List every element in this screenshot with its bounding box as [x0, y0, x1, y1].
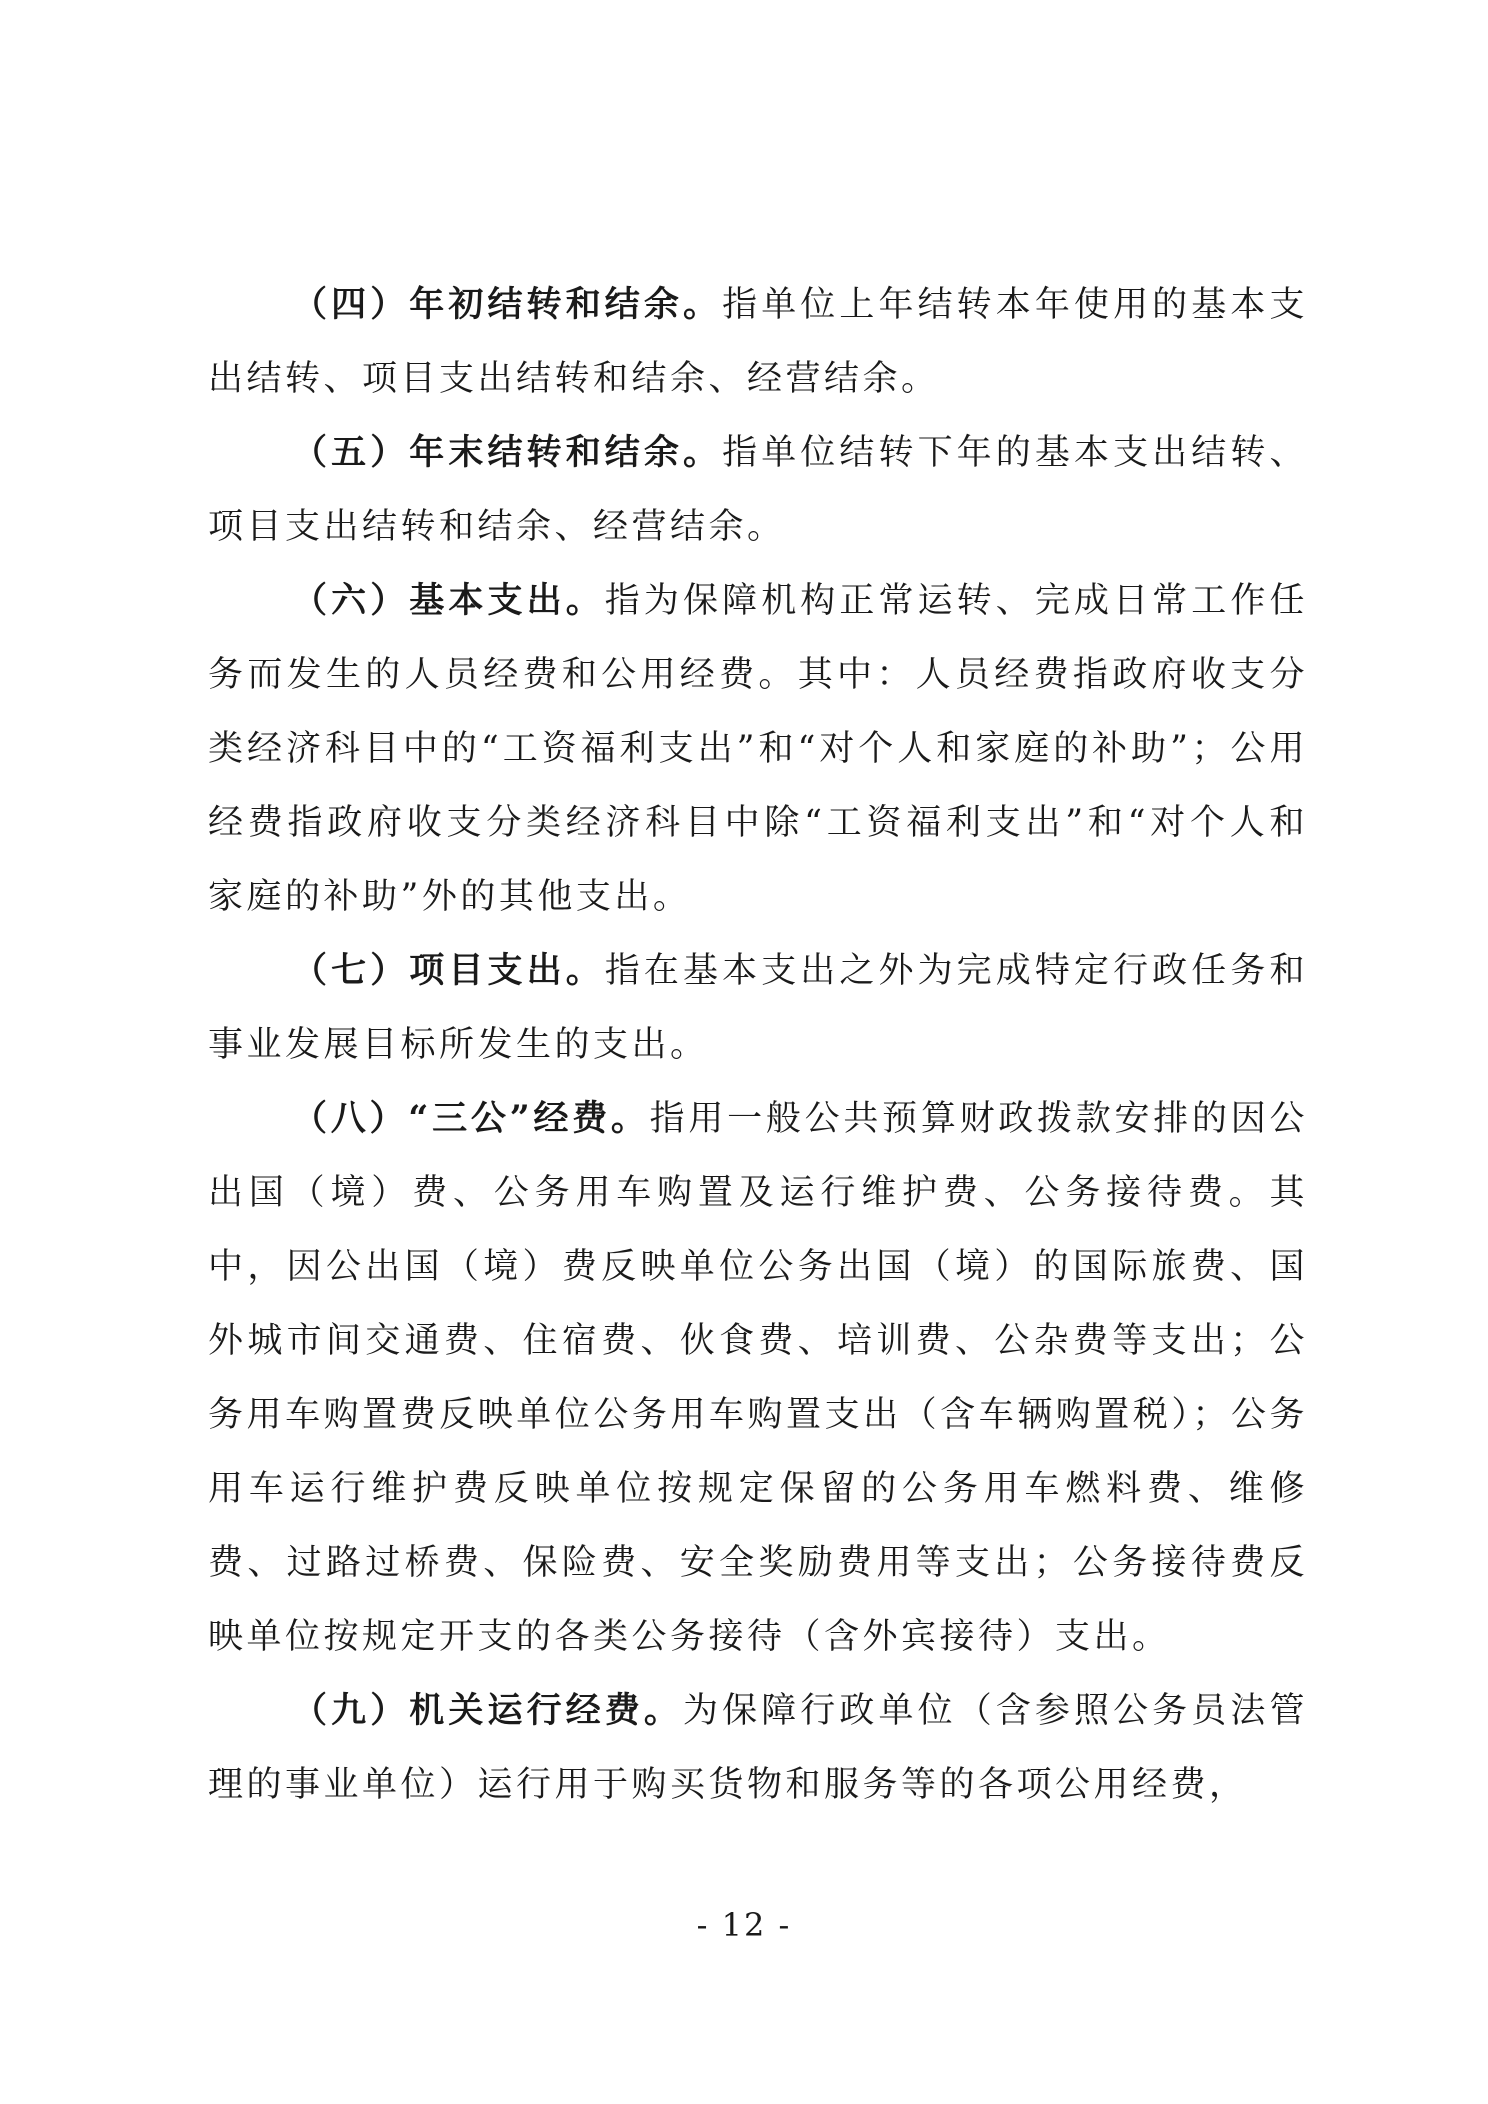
paragraph-three-public-expenses — [208, 1082, 1308, 1674]
paragraph-basic-expenditure — [208, 564, 1308, 934]
paragraph-year-end-carryover — [208, 416, 1308, 564]
paragraph-agency-operating-expenses — [208, 1674, 1308, 1822]
page-number: - 12 - — [696, 1906, 792, 1944]
paragraph-text: 指单位结转下年的基本支出结转、项目支出结转和结余、经营结余。 — [208, 433, 1308, 547]
paragraph-text: 指用一般公共预算财政拨款安排的因公出国（境）费、公务用车购置及运行维护费、公务接待费。其中，因公出国（境）费反映单位公务出国（境）的国际旅费、国外城市间交通费、住宿费、伙食费、培训费、公杂费等支出；公务用车购置费反映单位公务用车购置支出（含车辆购置税）；公务用车运行维护费反映单位按规定保留的公务用车燃料费、维修费、过路过桥费、保险费、安全奖励费用等支出；公务接待费反映单位按规定开支的各类公务接待（含外宾接待）支出。 — [208, 1099, 1308, 1657]
paragraph-text: 指为保障机构正常运转、完成日常工作任务而发生的人员经费和公用经费。其中：人员经费指政府收支分类经济科目中的“工资福利支出”和“对个人和家庭的补助”；公用经费指政府收支分类经济科目中除“工资福利支出”和“对个人和家庭的补助”外的其他支出。 — [208, 581, 1308, 917]
document-body — [208, 268, 1308, 1822]
paragraph-year-start-carryover — [208, 268, 1308, 416]
paragraph-heading: （九）机关运行经费。 — [292, 1690, 683, 1731]
paragraph-heading: （八）“三公”经费。 — [292, 1098, 650, 1139]
paragraph-heading: （六）基本支出。 — [292, 580, 605, 621]
paragraph-text: 指在基本支出之外为完成特定行政任务和事业发展目标所发生的支出。 — [208, 951, 1308, 1065]
paragraph-text: 指单位上年结转本年使用的基本支出结转、项目支出结转和结余、经营结余。 — [208, 285, 1308, 399]
paragraph-heading: （五）年末结转和结余。 — [292, 432, 723, 473]
paragraph-project-expenditure — [208, 934, 1308, 1082]
paragraph-heading: （七）项目支出。 — [292, 950, 605, 991]
paragraph-text: 为保障行政单位（含参照公务员法管理的事业单位）运行用于购买货物和服务等的各项公用经费， — [208, 1691, 1308, 1805]
paragraph-heading: （四）年初结转和结余。 — [292, 284, 723, 325]
